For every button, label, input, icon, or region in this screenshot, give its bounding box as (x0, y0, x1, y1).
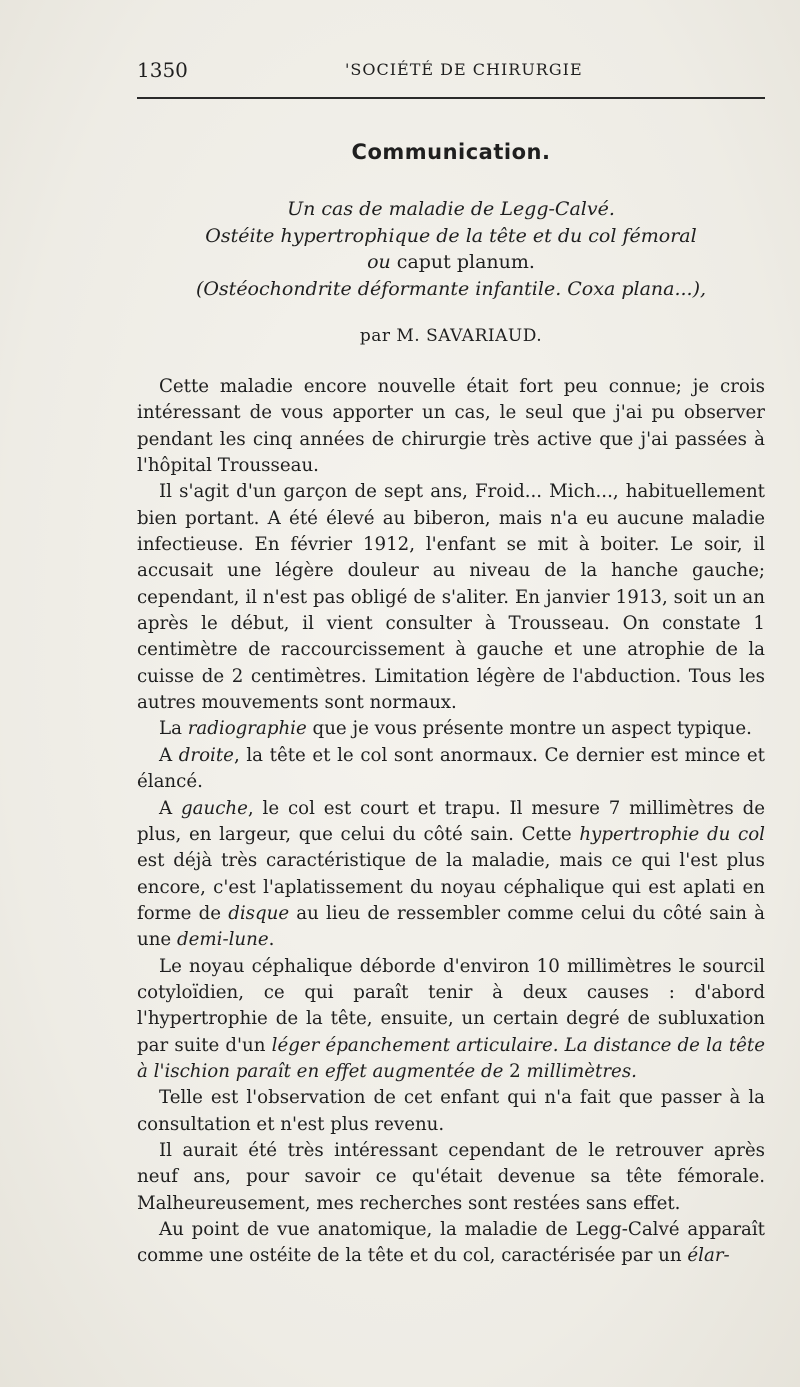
paragraph-7: Telle est l'observation de cet enfant qui n'a fait que passer à la consultation et n'est plus revenu. (137, 1087, 765, 1135)
article-body (137, 374, 765, 1270)
paragraph-4: A droite, la tête et le col sont anormaux. Ce dernier est mince et élancé. (137, 744, 765, 793)
title-or: ou (367, 251, 391, 273)
article-title (137, 196, 765, 302)
title-line-4: (Ostéochondrite déformante infantile. Coxa plana...), (195, 277, 707, 300)
paragraph-6: Le noyau céphalique déborde d'environ 10 millimètres le sourcil cotyloïdien, ce qui paraît tenir à deux causes : d'abord l'hypertrophie de la tête, ensuite, un certain degré de subluxation par suite d'un léger épanchement articulaire. La distance de la tête à l'ischion paraît en effet augmentée de 2 millimètres. (137, 955, 765, 1082)
page-number: 1350 (137, 58, 188, 82)
section-title: Communication. (351, 140, 551, 164)
title-line-1: Un cas de maladie de Legg-Calvé. (287, 198, 615, 220)
paragraph-2: Il s'agit d'un garçon de sept ans, Froid... Mich..., habituellement bien portant. A été élevé au biberon, mais n'a eu aucune maladie infectieuse. En février 1912, l'enfant se mit à boiter. Le soir, il accusait une légère douleur au niveau de la hanche gauche; cependant, il n'est pas obligé de s'aliter. En janvier 1913, soit un an après le début, il vient consulter à Trousseau. On constate 1 centimètre de raccourcissement à gauche et une atrophie de la cuisse de 2 centimètres. Limitation légère de l'abduction. Tous les autres mouvements sont normaux. (137, 481, 765, 714)
paragraph-8: Il aurait été très intéressant cependant de le retrouver après neuf ans, pour savoir ce qu'était devenue sa tête fémorale. Malheureusement, mes recherches sont restées sans effet. (137, 1139, 765, 1214)
title-caput-planum: caput planum. (396, 251, 535, 273)
paragraph-3: La radiographie que je vous présente montre un aspect typique. (159, 718, 752, 740)
title-line-3 (137, 249, 765, 276)
paragraph-5: A gauche, le col est court et trapu. Il mesure 7 millimètres de plus, en largeur, que celui du côté sain. Cette hypertrophie du col est déjà très caractéristique de la maladie, mais ce qui l'est plus encore, c'est l'aplatissement du noyau céphalique qui est aplati en forme de disque au lieu de ressembler comme celui du côté sain à une demi-lune. (137, 797, 765, 951)
journal-title: 'SOCIÉTÉ DE CHIRURGIE (345, 60, 583, 79)
paragraph-9: Au point de vue anatomique, la maladie de Legg-Calvé apparaît comme une ostéite de la tête et du col, caractérisée par un élar- (137, 1219, 765, 1267)
author: par M. SAVARIAUD. (359, 326, 543, 346)
header-rule (137, 97, 765, 99)
title-line-2: Ostéite hypertrophique de la tête et du col fémoral (205, 224, 697, 247)
paragraph-1: Cette maladie encore nouvelle était fort peu connue; je crois intéressant de vous apporter un cas, le seul que j'ai pu observer pendant les cinq années de chirurgie très active que j'ai passées à l'hôpital Trousseau. (137, 376, 765, 477)
running-head (137, 58, 765, 88)
